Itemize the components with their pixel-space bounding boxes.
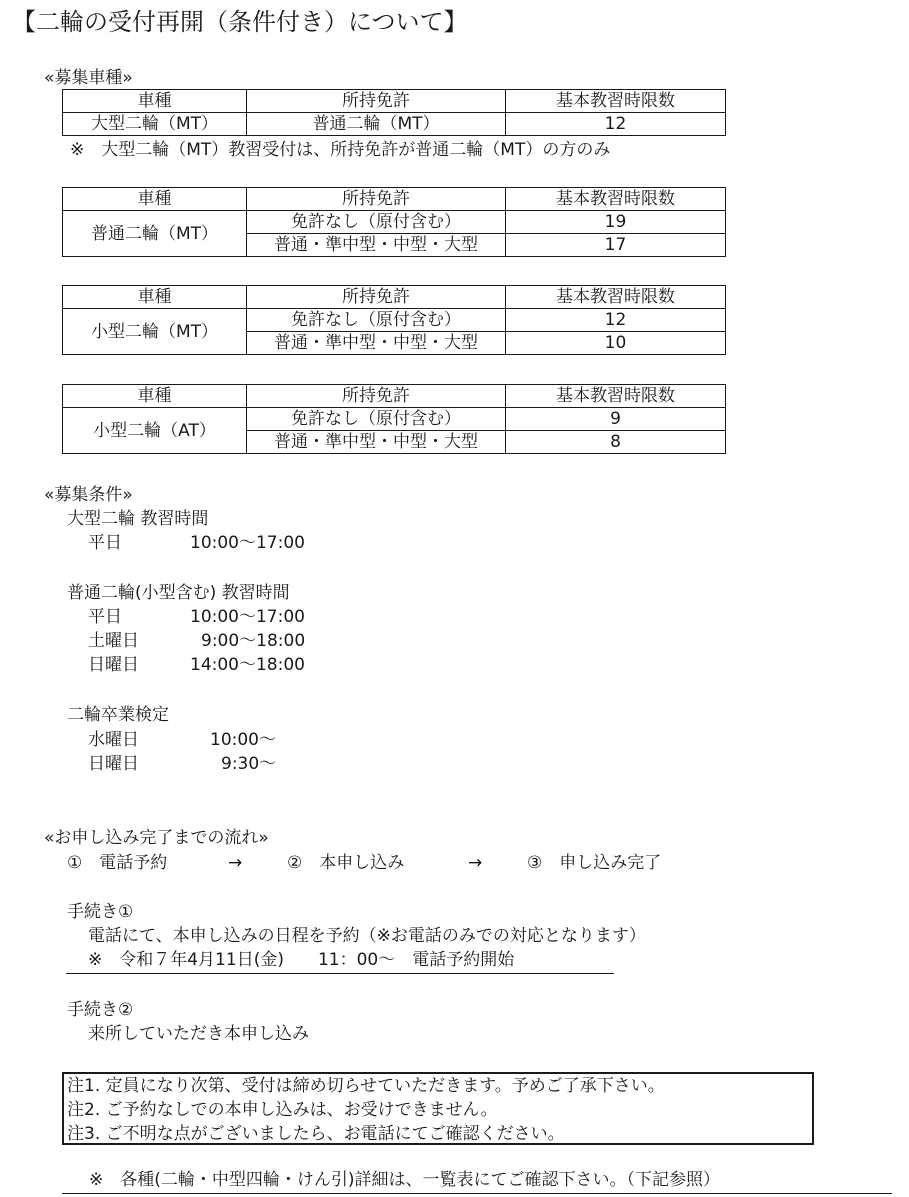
cell-hours: 8 — [506, 431, 726, 454]
normal-hours-title: 普通二輪(小型含む) 教習時間 — [67, 583, 290, 603]
schedule-day: 日曜日 — [88, 655, 139, 675]
page-title: 【二輪の受付再開（条件付き）について】 — [12, 8, 468, 36]
cell-vehicle: 大型二輪（MT） — [63, 113, 247, 136]
table-large-mt — [62, 89, 726, 136]
cell-hours: 17 — [506, 234, 726, 257]
header-license: 所持免許 — [247, 90, 506, 113]
schedule-time: 9:00〜18:00 — [201, 631, 306, 651]
schedule-time: 10:00〜17:00 — [190, 607, 305, 627]
header-hours: 基本教習時限数 — [506, 90, 726, 113]
exam-title: 二輪卒業検定 — [67, 705, 169, 725]
schedule-day: 平日 — [88, 533, 122, 553]
cell-license: 普通・準中型・中型・大型 — [247, 431, 506, 454]
cell-vehicle: 小型二輪（AT） — [63, 408, 247, 454]
large-hours-title: 大型二輪 教習時間 — [67, 509, 209, 529]
note-item: 注1. 定員になり次第、受付は締め切らせていただきます。予めご了承下さい。 — [67, 1076, 665, 1096]
header-vehicle: 車種 — [63, 90, 247, 113]
arrow-right-icon: → — [468, 853, 483, 873]
notes-box — [62, 1072, 814, 1145]
table-header-row — [63, 286, 726, 309]
header-hours: 基本教習時限数 — [506, 385, 726, 408]
cell-vehicle: 普通二輪（MT） — [63, 211, 247, 257]
flow-step-1: ① 電話予約 — [67, 853, 168, 873]
table-normal-mt — [62, 187, 726, 257]
header-hours: 基本教習時限数 — [506, 286, 726, 309]
schedule-day: 平日 — [88, 607, 122, 627]
section-heading-conditions: «募集条件» — [44, 485, 133, 505]
table-row — [63, 211, 726, 234]
footer-underline — [62, 1172, 892, 1194]
cell-hours: 10 — [506, 332, 726, 355]
procedure-1-note: ※ 令和７年4月11日(金) 11：00〜 電話予約開始 — [88, 950, 515, 970]
cell-license: 免許なし（原付含む） — [247, 211, 506, 234]
table-small-at — [62, 384, 726, 454]
cell-license: 普通・準中型・中型・大型 — [247, 234, 506, 257]
schedule-time: 9:30〜 — [221, 754, 277, 774]
cell-hours: 19 — [506, 211, 726, 234]
procedure-2-title: 手続き② — [67, 1000, 134, 1020]
procedure-2-text: 来所していただき本申し込み — [88, 1024, 309, 1044]
header-license: 所持免許 — [247, 385, 506, 408]
header-vehicle: 車種 — [63, 286, 247, 309]
schedule-day: 日曜日 — [88, 754, 139, 774]
table-header-row — [63, 385, 726, 408]
table-row — [63, 309, 726, 332]
header-license: 所持免許 — [247, 286, 506, 309]
header-vehicle: 車種 — [63, 385, 247, 408]
note-item: 注3. ご不明な点がございましたら、お電話にてご確認ください。 — [67, 1124, 565, 1144]
cell-hours: 12 — [506, 113, 726, 136]
arrow-right-icon: → — [228, 853, 243, 873]
table1-note: ※ 大型二輪（MT）教習受付は、所持免許が普通二輪（MT）の方のみ — [70, 140, 611, 160]
section-heading-flow: «お申し込み完了までの流れ» — [44, 828, 269, 848]
cell-hours: 9 — [506, 408, 726, 431]
flow-step-3: ③ 申し込み完了 — [527, 853, 662, 873]
schedule-time: 10:00〜17:00 — [190, 533, 305, 553]
cell-license: 普通二輪（MT） — [247, 113, 506, 136]
header-license: 所持免許 — [247, 188, 506, 211]
table-small-mt — [62, 285, 726, 355]
cell-license: 免許なし（原付含む） — [247, 408, 506, 431]
cell-hours: 12 — [506, 309, 726, 332]
schedule-time: 10:00〜 — [210, 730, 276, 750]
table-row — [63, 113, 726, 136]
flow-step-2: ② 本申し込み — [287, 853, 405, 873]
procedure-1-note-underline — [66, 952, 614, 974]
schedule-day: 水曜日 — [88, 730, 139, 750]
header-hours: 基本教習時限数 — [506, 188, 726, 211]
procedure-1-title: 手続き① — [67, 902, 134, 922]
procedure-1-text: 電話にて、本申し込みの日程を予約（※お電話のみでの対応となります） — [88, 926, 646, 946]
table-header-row — [63, 188, 726, 211]
table-header-row — [63, 90, 726, 113]
cell-license: 普通・準中型・中型・大型 — [247, 332, 506, 355]
table-row — [63, 408, 726, 431]
schedule-day: 土曜日 — [88, 631, 139, 651]
note-item: 注2. ご予約なしでの本申し込みは、お受けできません。 — [67, 1100, 498, 1120]
cell-vehicle: 小型二輪（MT） — [63, 309, 247, 355]
cell-license: 免許なし（原付含む） — [247, 309, 506, 332]
section-heading-vehicle-types: «募集車種» — [44, 68, 133, 88]
schedule-time: 14:00〜18:00 — [190, 655, 305, 675]
header-vehicle: 車種 — [63, 188, 247, 211]
footer-note: ※ 各種(二輪・中型四輪・けん引)詳細は、一覧表にてご確認下さい。（下記参照） — [89, 1170, 721, 1190]
